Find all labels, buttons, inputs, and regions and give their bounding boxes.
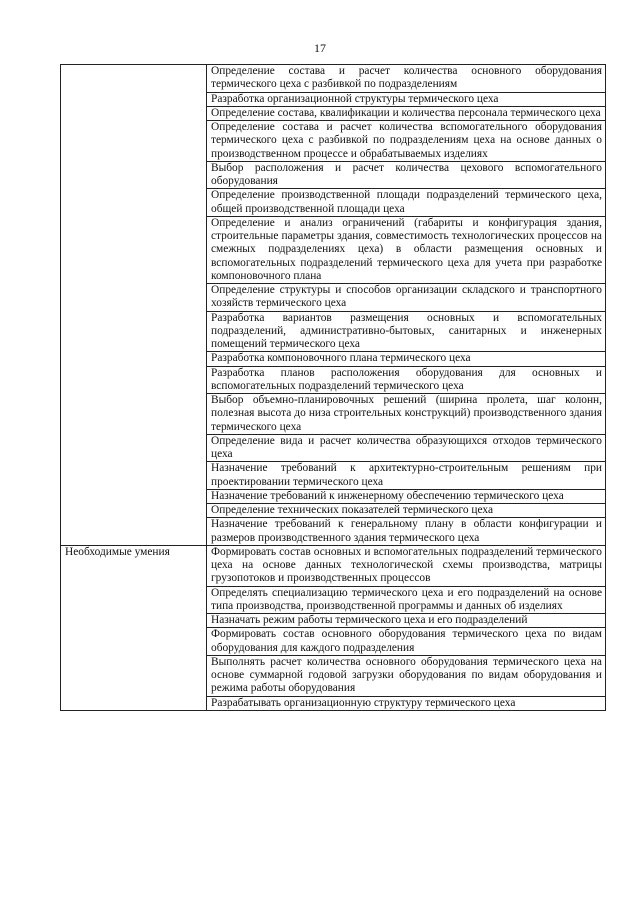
table-row xyxy=(61,545,606,586)
page-number: 17 xyxy=(314,41,326,55)
requirements-table-body xyxy=(61,65,606,711)
item-text: Определение и анализ ограничений (габариты и конфигурация здания, строительные параметры здания, совместимость технологических процессов на смежных подразделениях цеха) в области размещения основных и вспомогательных подразделений термического цеха для учета при разработке компоновочного плана xyxy=(207,216,606,283)
item-text: Определять специализацию термического цеха и его подразделений на основе типа производства, производственной программы и данных об изделиях xyxy=(207,586,606,614)
item-text: Выполнять расчет количества основного оборудования термического цеха на основе суммарной годовой загрузки оборудования по видам оборудования и режима работы оборудования xyxy=(207,655,606,696)
table-row xyxy=(61,65,606,93)
item-text: Определение состава, квалификации и количества персонала термического цеха xyxy=(207,106,606,120)
item-text: Разработка компоновочного плана термического цеха xyxy=(207,352,606,366)
item-text: Назначение требований к генеральному плану в области конфигурации и размеров производственного здания термического цеха xyxy=(207,518,606,546)
item-text: Формировать состав основных и вспомогательных подразделений термического цеха на основе данных технологической схемы производства, матрицы грузопотоков и производственных процессов xyxy=(207,545,606,586)
section-label xyxy=(61,65,207,546)
item-text: Определение структуры и способов организации складского и транспортного хозяйств термического цеха xyxy=(207,284,606,312)
item-text: Назначение требований к архитектурно-строительным решениям при проектировании термического цеха xyxy=(207,462,606,490)
item-text: Назначение требований к инженерному обеспечению термического цеха xyxy=(207,489,606,503)
item-text: Формировать состав основного оборудования термического цеха по видам оборудования для каждого подразделения xyxy=(207,628,606,656)
item-text: Определение производственной площади подразделений термического цеха, общей производственной площади цеха xyxy=(207,189,606,217)
item-text: Разработка организационной структуры термического цеха xyxy=(207,92,606,106)
item-text: Разрабатывать организационную структуру термического цеха xyxy=(207,696,606,710)
item-text: Определение технических показателей термического цеха xyxy=(207,504,606,518)
item-text: Назначать режим работы термического цеха и его подразделений xyxy=(207,614,606,628)
item-text: Выбор расположения и расчет количества цехового вспомогательного оборудования xyxy=(207,161,606,189)
item-text: Выбор объемно-планировочных решений (ширина пролета, шаг колонн, полезная высота до низа строительных конструкций) производственного здания термического цеха xyxy=(207,394,606,435)
section-label: Необходимые умения xyxy=(61,545,207,710)
item-text: Определение состава и расчет количества основного оборудования термического цеха с разбивкой по подразделениям xyxy=(207,65,606,93)
item-text: Разработка планов расположения оборудования для основных и вспомогательных подразделений термического цеха xyxy=(207,366,606,394)
item-text: Разработка вариантов размещения основных и вспомогательных подразделений, административно-бытовых, санитарных и инженерных помещений термического цеха xyxy=(207,311,606,352)
requirements-table xyxy=(60,64,606,711)
item-text: Определение вида и расчет количества образующихся отходов термического цеха xyxy=(207,434,606,462)
item-text: Определение состава и расчет количества вспомогательного оборудования термического цеха с разбивкой по подразделениям цеха на основе данных о производственном процессе и обрабатываемых изделиях xyxy=(207,121,606,162)
